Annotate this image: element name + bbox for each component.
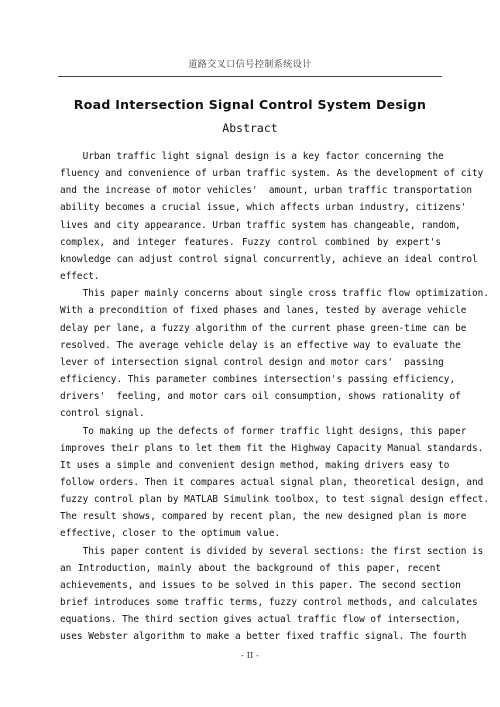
text-line: brief introduces some traffic terms, fuzzy control methods, and calculates: [60, 597, 478, 609]
text-line: fluency and convenience of urban traffic system. As the development of city: [60, 168, 484, 180]
abstract-body: [60, 148, 489, 646]
running-header: 道路交叉口信号控制系统设计: [188, 60, 312, 70]
text-line: efficiency. This parameter combines intersection's passing efficiency,: [60, 374, 456, 386]
text-line: complex, and integer features. Fuzzy control combined by expert's: [60, 236, 441, 248]
abstract-paragraph: [60, 285, 489, 422]
text-line: fuzzy control plan by MATLAB Simulink toolbox, to test signal design effect.: [60, 494, 489, 506]
text-line: ability becomes a crucial issue, which affects urban industry, citizens': [60, 202, 467, 214]
text-line: This paper mainly concerns about single cross traffic flow optimization.: [60, 288, 489, 300]
text-line: resolved. The average vehicle delay is an effective way to evaluate the: [60, 339, 461, 351]
text-line: The result shows, compared by recent plan, the new designed plan is more: [60, 511, 467, 523]
text-line: It uses a simple and convenient design method, making drivers easy to: [60, 459, 450, 471]
text-line: effect.: [60, 271, 100, 283]
text-line: knowledge can adjust control signal concurrently, achieve an ideal control: [60, 253, 478, 265]
abstract-paragraph: [60, 543, 484, 646]
text-line: and the increase of motor vehicles' amount, urban traffic transportation: [60, 185, 473, 197]
text-line: improves their plans to let them fit the Highway Capacity Manual standards.: [60, 442, 484, 454]
text-line: Urban traffic light signal design is a key factor concerning the: [60, 151, 444, 162]
text-line: an Introduction, mainly about the background of this paper, recent: [60, 562, 441, 574]
text-line: equations. The third section gives actual traffic flow of intersection,: [60, 614, 461, 626]
paper-title: Road Intersection Signal Control System Design: [73, 97, 427, 112]
abstract-heading: Abstract: [222, 121, 278, 135]
text-line: achievements, and issues to be solved in this paper. The second section: [60, 579, 461, 591]
text-line: lever of intersection signal control design and motor cars' passing: [60, 356, 444, 368]
page-number: - II -: [241, 651, 259, 661]
text-line: lives and city appearance. Urban traffic system has changeable, random,: [60, 219, 461, 231]
text-line: control signal.: [60, 408, 145, 420]
text-line: With a precondition of fixed phases and lanes, tested by average vehicle: [60, 305, 467, 317]
text-line: delay per lane, a fuzzy algorithm of the current phase green-time can be: [60, 322, 467, 334]
text-line: effective, closer to the optimum value.: [60, 528, 281, 540]
abstract-paragraph: [60, 148, 484, 285]
header-rule: [58, 76, 442, 77]
abstract-paragraph: [60, 423, 489, 543]
text-line: uses Webster algorithm to make a better fixed traffic signal. The fourth: [60, 631, 467, 643]
text-line: follow orders. Then it compares actual signal plan, theoretical design, and: [60, 476, 484, 488]
text-line: To making up the defects of former traffic light designs, this paper: [60, 425, 467, 437]
text-line: drivers' feeling, and motor cars oil consumption, shows rationality of: [60, 391, 461, 403]
text-line: This paper content is divided by several sections: the first section is: [60, 545, 484, 557]
